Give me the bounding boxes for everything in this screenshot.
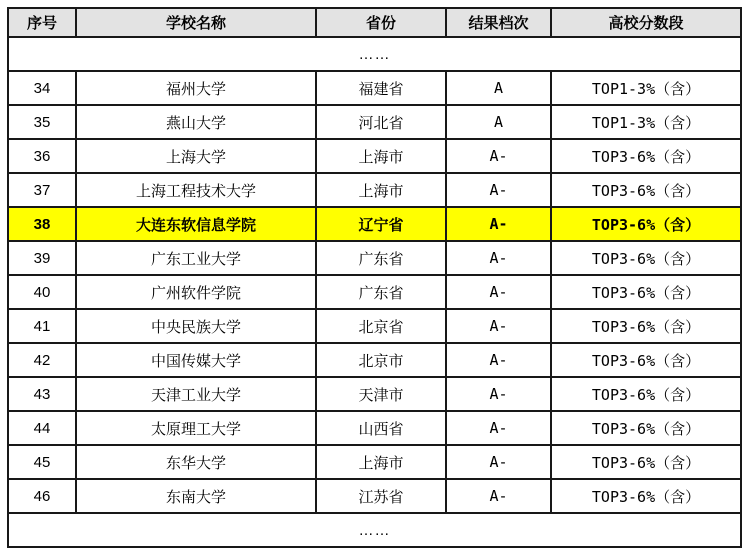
cell-grade: A- bbox=[446, 139, 551, 173]
cell-serial: 44 bbox=[8, 411, 76, 445]
cell-grade: A- bbox=[446, 377, 551, 411]
table-row bbox=[8, 71, 741, 105]
table-row bbox=[8, 139, 741, 173]
cell-school: 东南大学 bbox=[76, 479, 316, 513]
cell-province: 福建省 bbox=[316, 71, 446, 105]
table-body bbox=[8, 37, 741, 547]
cell-province: 上海市 bbox=[316, 173, 446, 207]
cell-school: 广州软件学院 bbox=[76, 275, 316, 309]
cell-school: 广东工业大学 bbox=[76, 241, 316, 275]
cell-province: 北京市 bbox=[316, 343, 446, 377]
cell-grade: A- bbox=[446, 241, 551, 275]
cell-serial: 43 bbox=[8, 377, 76, 411]
cell-province: 广东省 bbox=[316, 241, 446, 275]
cell-school: 上海工程技术大学 bbox=[76, 173, 316, 207]
cell-grade: A- bbox=[446, 343, 551, 377]
cell-school: 天津工业大学 bbox=[76, 377, 316, 411]
table-row bbox=[8, 343, 741, 377]
column-header-range: 高校分数段 bbox=[551, 8, 741, 37]
cell-range: TOP3-6%（含） bbox=[551, 479, 741, 513]
cell-serial: 46 bbox=[8, 479, 76, 513]
cell-school: 燕山大学 bbox=[76, 105, 316, 139]
table-row bbox=[8, 207, 741, 241]
cell-range: TOP3-6%（含） bbox=[551, 411, 741, 445]
table-row bbox=[8, 173, 741, 207]
cell-province: 广东省 bbox=[316, 275, 446, 309]
cell-serial: 35 bbox=[8, 105, 76, 139]
cell-grade: A- bbox=[446, 479, 551, 513]
cell-province: 天津市 bbox=[316, 377, 446, 411]
cell-grade: A bbox=[446, 71, 551, 105]
cell-school: 中央民族大学 bbox=[76, 309, 316, 343]
table-row bbox=[8, 479, 741, 513]
cell-grade: A- bbox=[446, 275, 551, 309]
cell-serial: 41 bbox=[8, 309, 76, 343]
table-row bbox=[8, 241, 741, 275]
cell-grade: A- bbox=[446, 173, 551, 207]
table-row bbox=[8, 377, 741, 411]
cell-school: 太原理工大学 bbox=[76, 411, 316, 445]
cell-grade: A- bbox=[446, 411, 551, 445]
cell-range: TOP3-6%（含） bbox=[551, 275, 741, 309]
cell-province: 河北省 bbox=[316, 105, 446, 139]
cell-range: TOP3-6%（含） bbox=[551, 309, 741, 343]
cell-province: 上海市 bbox=[316, 139, 446, 173]
cell-school: 大连东软信息学院 bbox=[76, 207, 316, 241]
cell-province: 山西省 bbox=[316, 411, 446, 445]
cell-province: 上海市 bbox=[316, 445, 446, 479]
table-row bbox=[8, 445, 741, 479]
cell-school: 中国传媒大学 bbox=[76, 343, 316, 377]
cell-serial: 38 bbox=[8, 207, 76, 241]
cell-school: 上海大学 bbox=[76, 139, 316, 173]
ranking-table bbox=[7, 7, 742, 548]
cell-range: TOP1-3%（含） bbox=[551, 105, 741, 139]
table-header bbox=[8, 8, 741, 37]
cell-range: TOP1-3%（含） bbox=[551, 71, 741, 105]
column-header-school: 学校名称 bbox=[76, 8, 316, 37]
cell-grade: A- bbox=[446, 309, 551, 343]
cell-province: 辽宁省 bbox=[316, 207, 446, 241]
cell-range: TOP3-6%（含） bbox=[551, 241, 741, 275]
column-header-province: 省份 bbox=[316, 8, 446, 37]
ellipsis-row bbox=[8, 513, 741, 547]
column-header-serial: 序号 bbox=[8, 8, 76, 37]
cell-serial: 34 bbox=[8, 71, 76, 105]
cell-grade: A- bbox=[446, 207, 551, 241]
ellipsis-cell: …… bbox=[8, 37, 741, 71]
cell-serial: 40 bbox=[8, 275, 76, 309]
header-row bbox=[8, 8, 741, 37]
cell-serial: 37 bbox=[8, 173, 76, 207]
cell-range: TOP3-6%（含） bbox=[551, 173, 741, 207]
cell-serial: 36 bbox=[8, 139, 76, 173]
table-row bbox=[8, 275, 741, 309]
cell-serial: 45 bbox=[8, 445, 76, 479]
cell-province: 北京省 bbox=[316, 309, 446, 343]
ellipsis-row bbox=[8, 37, 741, 71]
cell-range: TOP3-6%（含） bbox=[551, 445, 741, 479]
cell-range: TOP3-6%（含） bbox=[551, 377, 741, 411]
table-row bbox=[8, 411, 741, 445]
cell-range: TOP3-6%（含） bbox=[551, 139, 741, 173]
table-row bbox=[8, 309, 741, 343]
cell-range: TOP3-6%（含） bbox=[551, 207, 741, 241]
cell-school: 东华大学 bbox=[76, 445, 316, 479]
table-row bbox=[8, 105, 741, 139]
cell-serial: 39 bbox=[8, 241, 76, 275]
cell-serial: 42 bbox=[8, 343, 76, 377]
cell-grade: A- bbox=[446, 445, 551, 479]
cell-province: 江苏省 bbox=[316, 479, 446, 513]
column-header-grade: 结果档次 bbox=[446, 8, 551, 37]
cell-grade: A bbox=[446, 105, 551, 139]
cell-range: TOP3-6%（含） bbox=[551, 343, 741, 377]
ellipsis-cell: …… bbox=[8, 513, 741, 547]
cell-school: 福州大学 bbox=[76, 71, 316, 105]
